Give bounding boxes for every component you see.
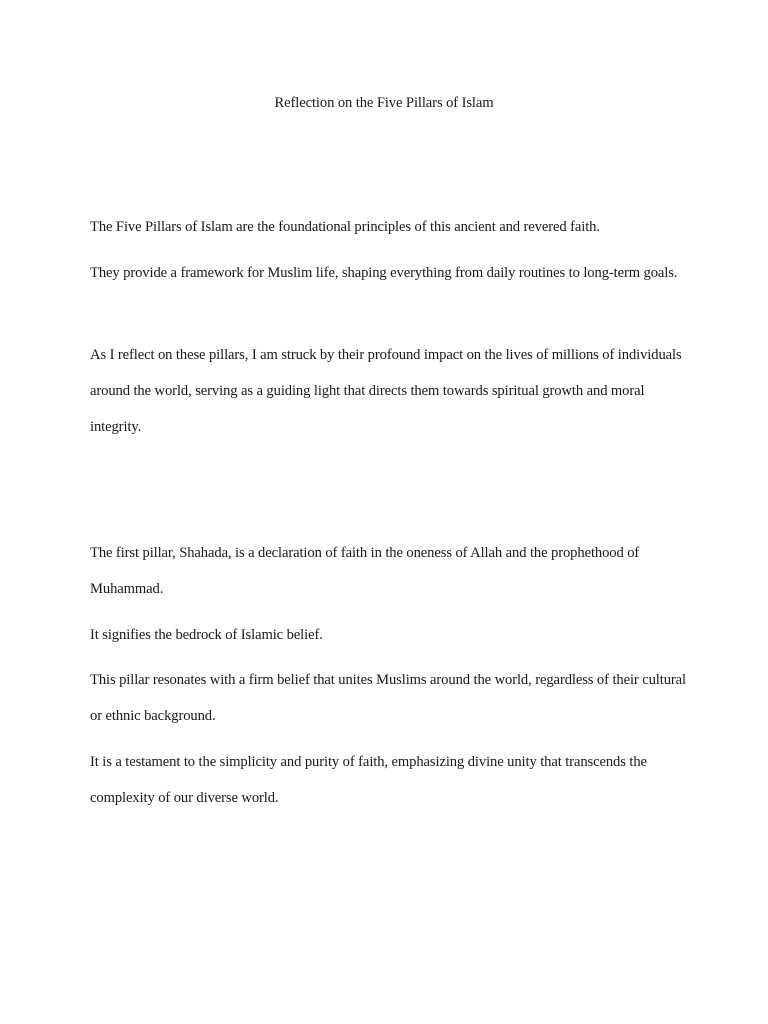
paragraph: The first pillar, Shahada, is a declaration of faith in the oneness of Allah and the prophethood of Muhammad. (90, 545, 640, 597)
paragraph: It signifies the bedrock of Islamic belief. (90, 627, 323, 643)
paragraph: The Five Pillars of Islam are the foundational principles of this ancient and revered faith. (90, 219, 600, 235)
paragraph: This pillar resonates with a firm belief that unites Muslims around the world, regardless of their cultural or ethnic background. (90, 672, 687, 724)
paragraph: They provide a framework for Muslim life, shaping everything from daily routines to long-term goals. (90, 265, 678, 281)
paragraph: As I reflect on these pillars, I am struck by their profound impact on the lives of millions of individuals around the world, serving as a guiding light that directs them towards spiritual growth and moral integrity. (90, 347, 682, 435)
paragraph: It is a testament to the simplicity and purity of faith, emphasizing divine unity that transcends the complexity of our diverse world. (90, 754, 647, 806)
document-title: Reflection on the Five Pillars of Islam (274, 95, 494, 111)
